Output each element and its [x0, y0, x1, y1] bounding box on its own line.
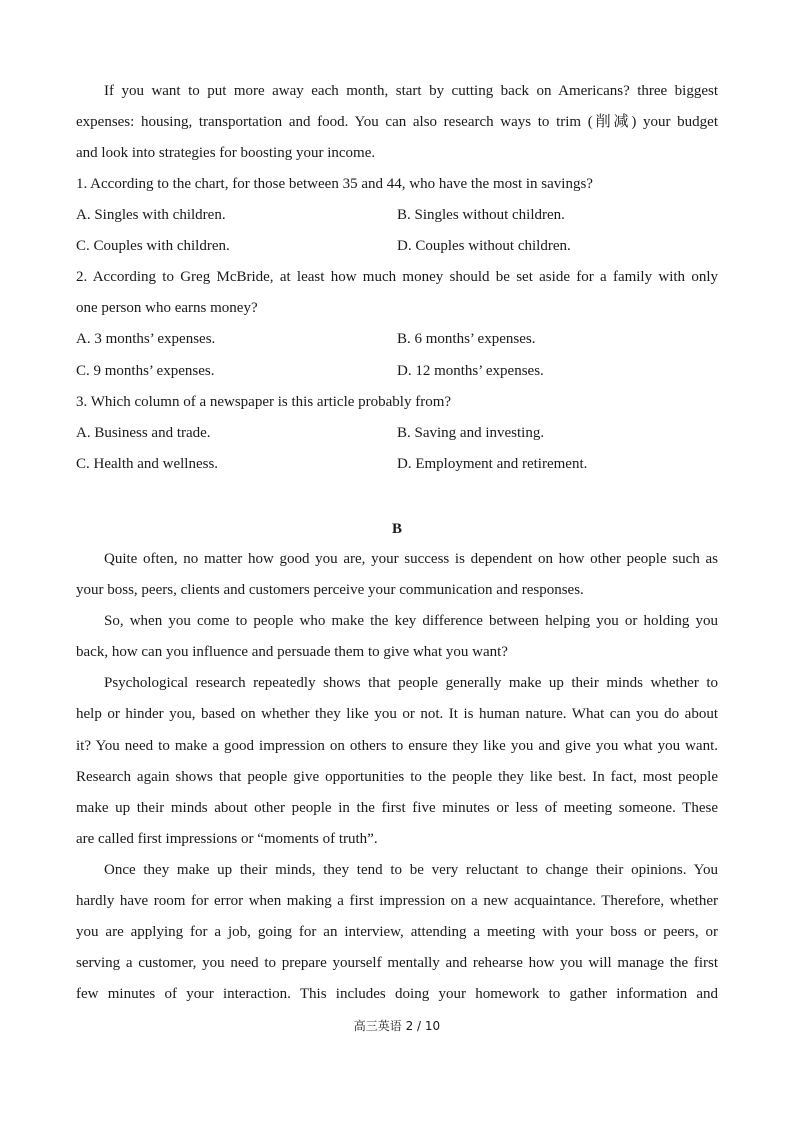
- option-d[interactable]: D. Employment and retirement.: [397, 455, 588, 472]
- option-d[interactable]: D. Couples without children.: [397, 238, 571, 255]
- text-line: make up their minds about other people in the first five minutes or less of meeting someone. These: [76, 799, 718, 816]
- text-line: Psychological research repeatedly shows that people generally make up their minds whether to: [104, 675, 718, 692]
- text-line: If you want to put more away each month, start by cutting back on Americans? three biggest: [104, 83, 718, 99]
- option-row: [76, 324, 718, 355]
- option-a[interactable]: A. Business and trade.: [76, 424, 211, 441]
- option-b[interactable]: B. Saving and investing.: [397, 424, 545, 441]
- option-row: [76, 418, 718, 449]
- option-row: [76, 231, 718, 262]
- paragraph: [76, 544, 718, 606]
- option-row: [76, 200, 718, 231]
- paragraph: [76, 668, 718, 855]
- text-line: it? You need to make a good impression on others to ensure they like you and give you what you want.: [76, 737, 718, 754]
- option-c[interactable]: C. Couples with children.: [76, 238, 230, 255]
- option-row: [76, 449, 718, 480]
- text-line: expenses: housing, transportation and food. You can also research ways to trim (削减) your budget: [76, 114, 718, 131]
- text-line: your boss, peers, clients and customers perceive your communication and responses.: [76, 582, 584, 599]
- question-stem: 3. Which column of a newspaper is this article probably from?: [76, 393, 452, 410]
- question-1: [76, 169, 718, 262]
- paragraph: [76, 855, 718, 1010]
- option-c[interactable]: C. 9 months’ expenses.: [76, 362, 215, 379]
- option-b[interactable]: B. Singles without children.: [397, 207, 565, 224]
- text-line: So, when you come to people who make the key difference between helping you or holding you: [104, 613, 718, 630]
- passage-a-closing-paragraph: [76, 76, 718, 169]
- text-line: Quite often, no matter how good you are, your success is dependent on how other people such as: [104, 551, 718, 567]
- text-line: you are applying for a job, going for an interview, attending a meeting with your boss or peers, or: [76, 924, 718, 941]
- text-line: Once they make up their minds, they tend to be very reluctant to change their opinions. You: [104, 861, 718, 878]
- question-2: [76, 262, 718, 386]
- option-row: [76, 356, 718, 387]
- question-stem: 1. According to the chart, for those between 35 and 44, who have the most in savings?: [76, 176, 593, 192]
- text-line: Research again shows that people give opportunities to the people they like best. In fact, most people: [76, 768, 718, 785]
- paragraph: [76, 606, 718, 668]
- option-d[interactable]: D. 12 months’ expenses.: [397, 362, 544, 379]
- section-heading: B: [391, 521, 402, 537]
- text-line: hardly have room for error when making a first impression on a new acquaintance. Therefore, whether: [76, 893, 718, 910]
- question-list: [76, 169, 718, 480]
- option-a[interactable]: A. Singles with children.: [76, 207, 226, 224]
- option-a[interactable]: A. 3 months’ expenses.: [76, 331, 216, 348]
- text-line: few minutes of your interaction. This includes doing your homework to gather information and: [76, 986, 718, 1003]
- passage-b: [76, 544, 718, 1010]
- question-stem: one person who earns money?: [76, 300, 258, 317]
- page-footer: 高三英语 2 / 10: [353, 1019, 441, 1033]
- question-3: [76, 387, 718, 480]
- text-line: help or hinder you, based on whether they like you or not. It is human nature. What can you do about: [76, 706, 718, 723]
- question-stem: 2. According to Greg McBride, at least how much money should be set aside for a family with only: [76, 269, 718, 286]
- option-b[interactable]: B. 6 months’ expenses.: [397, 331, 536, 348]
- text-line: are called first impressions or “moments of truth”.: [76, 830, 378, 847]
- text-line: back, how can you influence and persuade them to give what you want?: [76, 644, 508, 661]
- text-line: serving a customer, you need to prepare yourself mentally and rehearse how you will manage the first: [76, 955, 718, 972]
- text-line: and look into strategies for boosting your income.: [76, 145, 376, 162]
- option-c[interactable]: C. Health and wellness.: [76, 455, 219, 472]
